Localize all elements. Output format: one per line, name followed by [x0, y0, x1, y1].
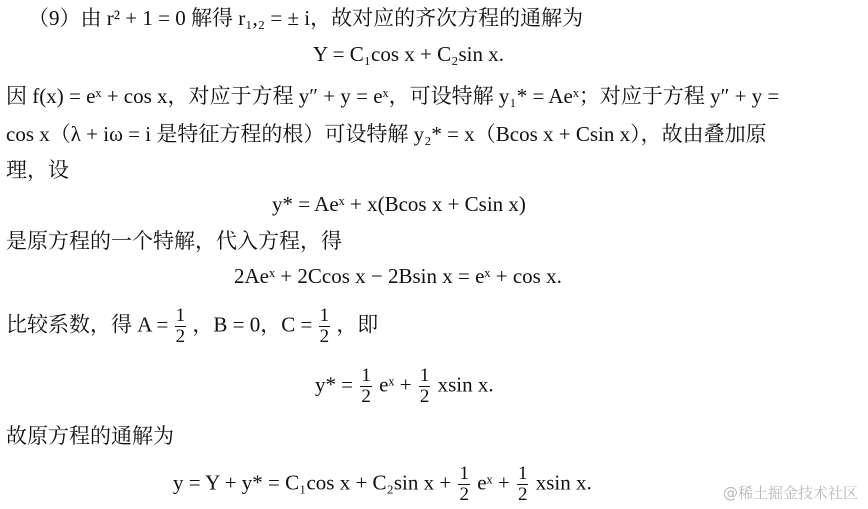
substituted-equation: 2Aeˣ + 2Ccos x − 2Bsin x = eˣ + cos x.: [234, 264, 562, 288]
fraction-c: [319, 306, 331, 347]
trial-solution-equation: y* = Aeˣ + x(Bcos x + Csin x): [272, 192, 526, 216]
particular-solution-result: [315, 366, 494, 407]
fraction-a: [175, 306, 187, 347]
solution-intro-line: （9）由 r² + 1 = 0 解得 r₁,₂ = ± i，故对应的齐次方程的通解为: [28, 6, 584, 30]
result-suffix: xsin x.: [437, 372, 494, 397]
general-solution-prefix: y = Y + y* = C₁cos x + C₂sin x +: [173, 470, 452, 495]
coefficient-text-mid: ，B = 0，C =: [192, 312, 313, 337]
result-fraction-2-denominator: 2: [419, 386, 430, 407]
general-fraction-1-numerator: 1: [459, 463, 469, 484]
result-fraction-1-numerator: 1: [361, 365, 371, 386]
general-solution-mid: eˣ +: [477, 470, 510, 495]
particular-solution-line-2: cos x（λ + iω = i 是特征方程的根）可设特解 y₂* = x（Bcos x + Csin x），故由叠加原: [6, 122, 767, 146]
result-mid: eˣ +: [379, 372, 412, 397]
fraction-c-denominator: 2: [319, 326, 330, 347]
particular-solution-line-3: 理，设: [6, 158, 69, 182]
general-solution-suffix: xsin x.: [535, 470, 592, 495]
particular-solution-line-1: 因 f(x) = eˣ + cos x，对应于方程 y″ + y = eˣ，可设特解 y₁* = Aeˣ；对应于方程 y″ + y =: [6, 84, 780, 108]
coefficient-text-prefix: 比较系数，得 A =: [6, 312, 169, 337]
result-fraction-1-denominator: 2: [361, 386, 371, 407]
general-fraction-2-numerator: 1: [517, 463, 528, 484]
general-fraction-2-denominator: 2: [517, 484, 528, 505]
general-fraction-1-denominator: 2: [459, 484, 469, 505]
result-fraction-2: [419, 366, 431, 407]
general-solution-equation: [173, 464, 592, 505]
result-prefix: y* =: [315, 372, 354, 397]
general-fraction-2: [517, 464, 529, 505]
homogeneous-solution-equation: Y = C₁cos x + C₂sin x.: [313, 42, 504, 66]
coefficient-text-suffix: ，即: [336, 312, 379, 337]
result-fraction-1: [360, 366, 372, 407]
result-fraction-2-numerator: 1: [419, 365, 430, 386]
fraction-a-denominator: 2: [175, 326, 186, 347]
watermark-text: @稀土掘金技术社区: [722, 484, 858, 502]
substitution-line: 是原方程的一个特解，代入方程，得: [6, 229, 342, 253]
general-solution-heading: 故原方程的通解为: [6, 424, 174, 448]
fraction-c-numerator: 1: [319, 305, 330, 326]
fraction-a-numerator: 1: [175, 305, 186, 326]
general-fraction-1: [458, 464, 470, 505]
coefficient-comparison-line: [6, 306, 378, 347]
